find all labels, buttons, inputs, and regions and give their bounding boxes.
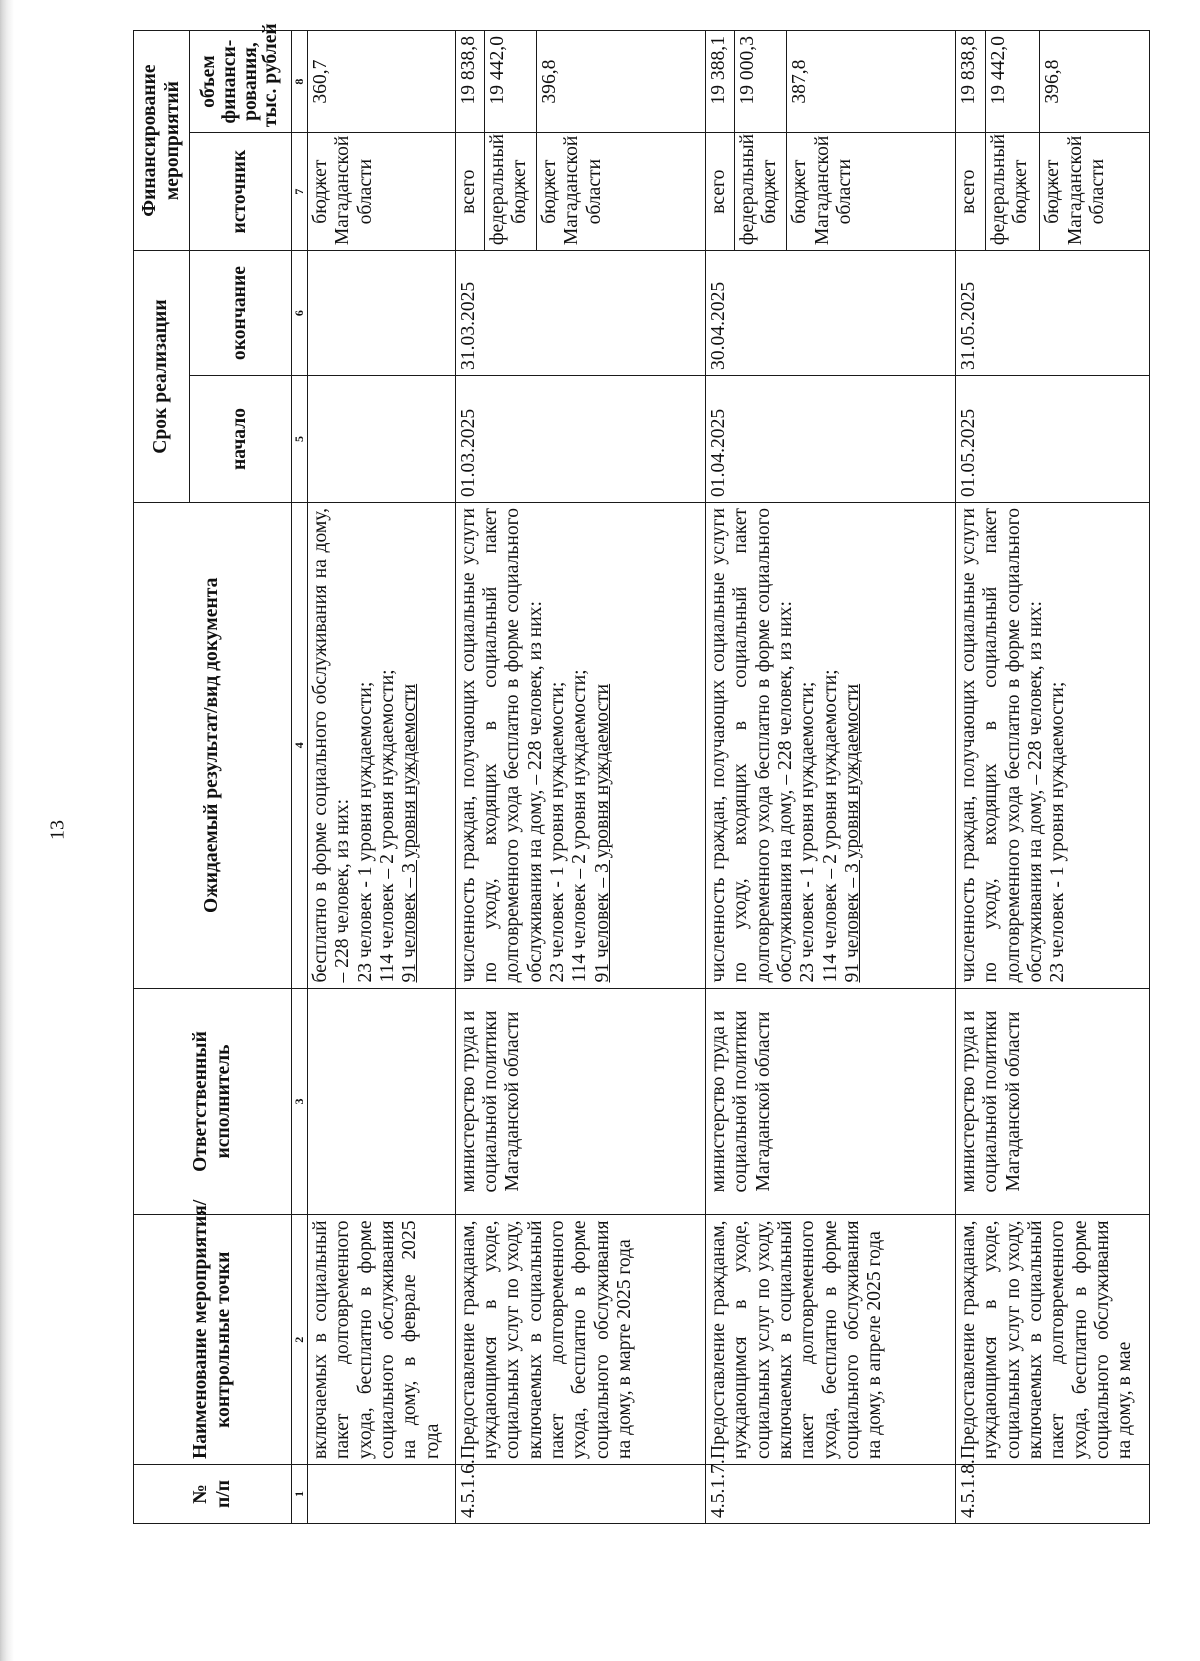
column-number: 5 [292, 375, 308, 502]
result-line: 23 человек - 1 уровня нуждаемости; [797, 681, 819, 983]
row-executor: министерство труда и социальной политики Магаданской области [455, 988, 705, 1215]
header-name: Наименование мероприятия/ контрольные точки [134, 1215, 292, 1465]
row-end: 31.03.2025 [455, 251, 705, 376]
row-end [308, 251, 456, 376]
header-number: № п/п [134, 1465, 292, 1524]
result-intro: численность граждан, получающих социальные услуги по уходу, входящих в социальный пакет долговременного ухода бесплатно в форме социального обслуживания на дому, – 228 человек, из них: [457, 508, 546, 983]
result-line: 114 человек – 2 уровня нуждаемости; [819, 669, 841, 983]
row-executor: министерство труда и социальной политики Магаданской области [956, 988, 1150, 1215]
header-period: Срок реализации [134, 251, 190, 503]
header-amount: объем финанси- рования, тыс. рублей [190, 31, 292, 133]
row-start: 01.04.2025 [705, 375, 955, 502]
row-start [308, 375, 456, 502]
rotated-page [133, 23, 1150, 1524]
financing-source: всего [455, 133, 484, 251]
financing-amount: 360,7 [308, 31, 456, 133]
page-number: 13 [46, 820, 69, 840]
financing-amount: 19 442,0 [484, 31, 536, 133]
financing-amount: 19 838,8 [956, 31, 986, 133]
header-source: источник [190, 133, 292, 251]
result-intro: численность граждан, получающих социальные услуги по уходу, входящих в социальный пакет долговременного ухода бесплатно в форме социального обслуживания на дому, – 228 человек, из них: [958, 508, 1047, 983]
row-number [308, 1465, 456, 1524]
result-line: 114 человек – 2 уровня нуждаемости; [376, 669, 398, 983]
financing-source: бюджет Магаданской области [1040, 133, 1150, 251]
row-end: 31.05.2025 [956, 251, 1150, 376]
row-result [308, 503, 456, 989]
financing-source: всего [705, 133, 734, 251]
row-name: включаемых в социальный пакет долговременного ухода, бесплатно в форме социального обслуживания на дому, в феврале 2025 года [308, 1215, 456, 1465]
financing-amount: 19 000,3 [734, 31, 786, 133]
result-line: 91 человек – 3 уровня нуждаемости [841, 683, 863, 983]
financing-amount: 387,8 [787, 31, 956, 133]
table-row [308, 31, 456, 1524]
row-number: 4.5.1.7. [705, 1465, 955, 1524]
column-number: 1 [292, 1465, 308, 1524]
table-row [705, 31, 734, 1524]
table-row [455, 31, 484, 1524]
result-line: 23 человек - 1 уровня нуждаемости; [547, 681, 569, 983]
row-start: 01.03.2025 [455, 375, 705, 502]
row-number: 4.5.1.8. [956, 1465, 1150, 1524]
result-line: 23 человек - 1 уровня нуждаемости; [354, 681, 376, 983]
column-number: 6 [292, 251, 308, 376]
row-result [705, 503, 955, 989]
row-name: Предоставление гражданам, нуждающимся в уходе, социальных услуг по уходу, включаемых в социальный пакет долговременного ухода, бесплатно в форме социального обслуживания на дому, в мае [956, 1215, 1150, 1465]
financing-amount: 19 442,0 [986, 31, 1040, 133]
row-result [956, 503, 1150, 989]
row-executor: министерство труда и социальной политики Магаданской области [705, 988, 955, 1215]
financing-source: бюджет Магаданской области [787, 133, 956, 251]
result-line: 91 человек – 3 уровня нуждаемости [399, 683, 421, 983]
action-plan-table [133, 23, 1150, 1524]
financing-source: федеральный бюджет [734, 133, 786, 251]
financing-amount: 19 388,1 [705, 31, 734, 133]
result-intro: бесплатно в форме социального обслуживания на дому, – 228 человек, из них: [310, 508, 354, 983]
header-start: начало [190, 375, 292, 502]
financing-source: всего [956, 133, 986, 251]
header-executor: Ответственный исполнитель [134, 988, 292, 1215]
column-number: 7 [292, 133, 308, 251]
financing-source: бюджет Магаданской области [537, 133, 706, 251]
column-number: 2 [292, 1215, 308, 1465]
financing-source: бюджет Магаданской области [308, 133, 456, 251]
table-row [956, 31, 986, 1524]
financing-amount: 396,8 [1040, 31, 1150, 133]
header-result: Ожидаемый результат/вид документа [134, 503, 292, 989]
row-number: 4.5.1.6. [455, 1465, 705, 1524]
row-end: 30.04.2025 [705, 251, 955, 376]
financing-amount: 396,8 [537, 31, 706, 133]
column-number: 3 [292, 988, 308, 1215]
financing-amount: 19 838,8 [455, 31, 484, 133]
result-line: 23 человек - 1 уровня нуждаемости; [1047, 681, 1069, 983]
header-financing: Финансирование мероприятий [134, 31, 190, 251]
header-end: окончание [190, 251, 292, 376]
financing-source: федеральный бюджет [484, 133, 536, 251]
column-number: 4 [292, 503, 308, 989]
row-name: Предоставление гражданам, нуждающимся в уходе, социальных услуг по уходу, включаемых в социальный пакет долговременного ухода, бесплатно в форме социального обслуживания на дому, в марте 2025 года [455, 1215, 705, 1465]
column-number: 8 [292, 31, 308, 133]
row-start: 01.05.2025 [956, 375, 1150, 502]
scan-edge [0, 0, 16, 1661]
row-result [455, 503, 705, 989]
financing-source: федеральный бюджет [986, 133, 1040, 251]
result-line: 114 человек – 2 уровня нуждаемости; [569, 669, 591, 983]
row-executor [308, 988, 456, 1215]
result-intro: численность граждан, получающих социальные услуги по уходу, входящих в социальный пакет долговременного ухода бесплатно в форме социального обслуживания на дому, – 228 человек, из них: [707, 508, 796, 983]
row-name: Предоставление гражданам, нуждающимся в уходе, социальных услуг по уходу, включаемых в социальный пакет долговременного ухода, бесплатно в форме социального обслуживания на дому, в апреле 2025 года [705, 1215, 955, 1465]
result-line: 91 человек – 3 уровня нуждаемости [591, 683, 613, 983]
